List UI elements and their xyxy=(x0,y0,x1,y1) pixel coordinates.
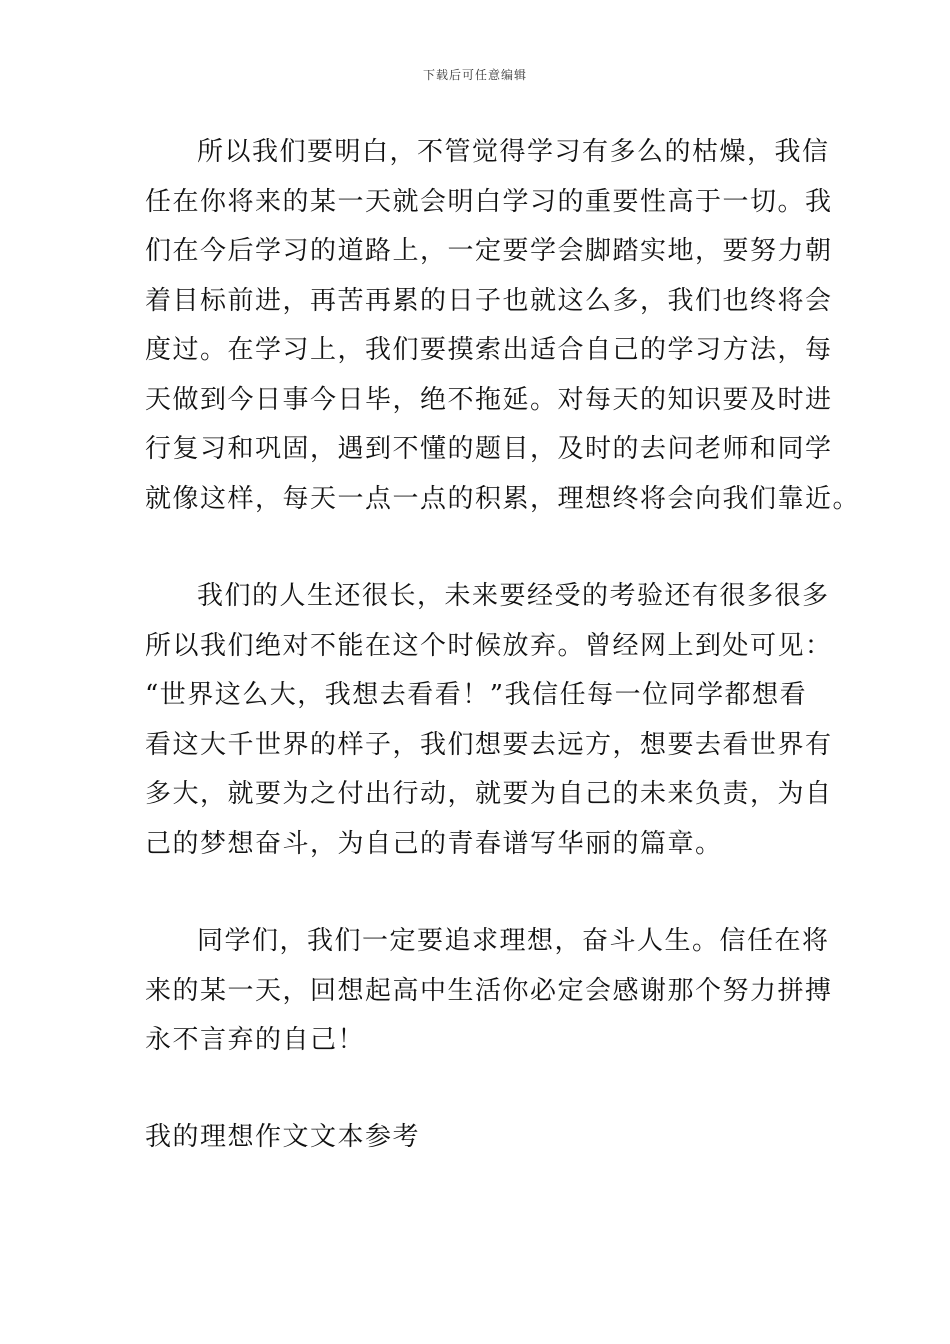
paragraph-line: 同学们，我们一定要追求理想，奋斗人生。信任在将 xyxy=(197,926,830,956)
paragraph-line: 来的某一天，回想起高中生活你必定会感谢那个努力拼搏 xyxy=(145,975,833,1006)
paragraph-line: 看这大千世界的样子，我们想要去远方，想要去看世界有 xyxy=(145,729,833,760)
paragraph-line: 我们的人生还很长，未来要经受的考验还有很多很多 xyxy=(197,581,830,611)
paragraph-line: 多大，就要为之付出行动，就要为自己的未来负责，为自 xyxy=(145,779,833,809)
paragraph-line: 所以我们绝对不能在这个时候放弃。曾经网上到处可见： xyxy=(145,630,833,661)
paragraph-line: 就像这样，每天一点一点的积累，理想终将会向我们靠近。 xyxy=(145,483,861,514)
paragraph-3 xyxy=(145,917,833,1066)
paragraph-line: 任在你将来的某一天就会明白学习的重要性高于一切。我 xyxy=(145,186,833,217)
paragraph-line: 着目标前进，再苦再累的日子也就这么多，我们也终将会 xyxy=(145,285,833,316)
paragraph-spacer xyxy=(145,1066,813,1113)
header-note: 下载后可任意编辑 xyxy=(422,68,527,82)
paragraph-line: 永不言弃的自己！ xyxy=(145,1025,366,1055)
paragraph-line: “世界这么大，我想去看看！”我信任每一位同学都想看 xyxy=(145,680,808,710)
paragraph-line: 所以我们要明白，不管觉得学习有多么的枯燥，我信 xyxy=(197,137,830,167)
paragraph-spacer xyxy=(145,869,813,917)
paragraph-2 xyxy=(145,572,833,869)
paragraph-1 xyxy=(145,128,861,524)
paragraph-spacer xyxy=(145,524,813,572)
paragraph-line: 度过。在学习上，我们要摸索出适合自己的学习方法，每 xyxy=(145,335,833,365)
section-title: 我的理想作文文本参考 xyxy=(145,1121,421,1152)
paragraph-line: 天做到今日事今日毕，绝不拖延。对每天的知识要及时进 xyxy=(145,384,833,415)
paragraph-line: 己的梦想奋斗，为自己的青春谱写华丽的篇章。 xyxy=(145,828,723,859)
paragraph-line: 们在今后学习的道路上，一定要学会脚踏实地，要努力朝 xyxy=(145,236,833,266)
document-body xyxy=(145,128,861,1162)
paragraph-line: 行复习和巩固，遇到不懂的题目，及时的去问老师和同学 xyxy=(145,434,833,464)
